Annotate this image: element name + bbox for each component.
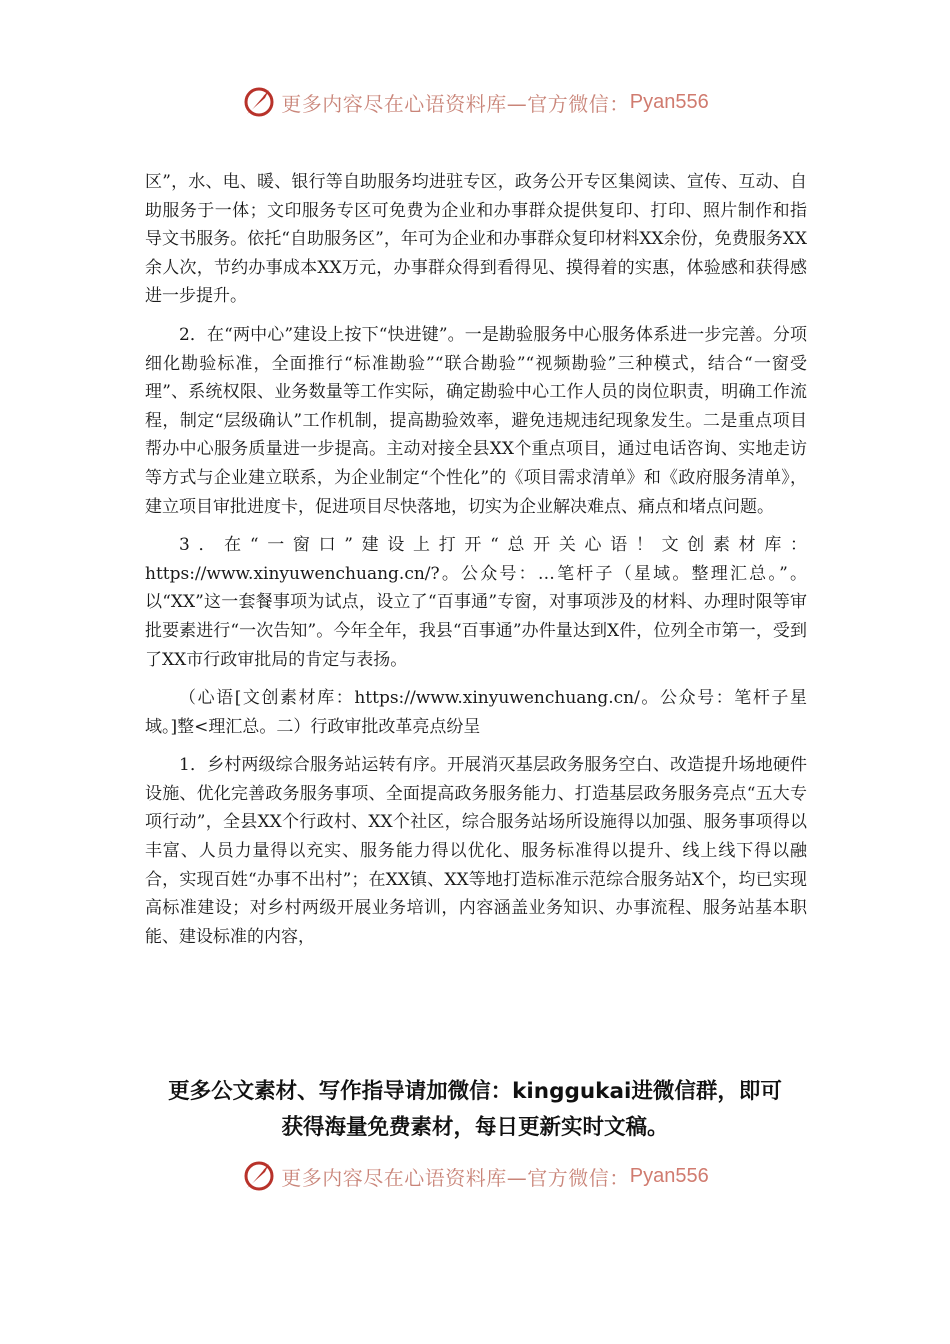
header-banner — [0, 84, 950, 120]
banner-slogan: 更多内容尽在心语资料库—官方微信： — [281, 91, 630, 116]
footer-promo — [0, 1074, 950, 1146]
banner-slogan: 更多内容尽在心语资料库—官方微信： — [281, 1165, 630, 1190]
quill-logo-icon — [241, 1158, 277, 1194]
footer-banner — [0, 1158, 950, 1194]
paragraph-1: 区”，水、电、暖、银行等自助服务均进驻专区，政务公开专区集阅读、宣传、互动、自助服务于一体；文印服务专区可免费为企业和办事群众提供复印、打印、照片制作和指导文书服务。依托“自助服务区”，年可为企业和办事群众复印材料XX余份，免费服务XX余人次，节约办事成本XX万元，办事群众得到看得见、摸得着的实惠，体验感和获得感进一步提升。 — [145, 172, 807, 307]
quill-logo-icon — [241, 84, 277, 120]
banner-wechat-handle: Pyan556 — [629, 90, 709, 113]
paragraph-5: 1．乡村两级综合服务站运转有序。开展消灭基层政务服务空白、改造提升场地硬件设施、优化完善政务服务事项、全面提高政务服务能力、打造基层政务服务亮点“五大专项行动”，全县XX个行政村、XX个社区，综合服务站场所设施得以加强、服务事项得以丰富、人员力量得以充实、服务能力得以优化、服务标准得以提升、线上线下得以融合，实现百姓“办事不出村”；在XX镇、XX等地打造标准示范综合服务站X个，均已实现高标准建设；对乡村两级开展业务培训，内容涵盖业务知识、办事流程、服务站基本职能、建设标准的内容， — [145, 755, 807, 947]
footer-promo-line-1: 更多公文素材、写作指导请加微信：kinggukai进微信群，即可 — [168, 1079, 782, 1104]
paragraph-3: 3．在“一窗口”建设上打开“总开关心语！文创素材库：https://www.xinyuwenchuang.cn/?。公众号：…笔杆子（星域。整理汇总。”。以“XX”这一套餐事项为试点，设立了“百事通”专窗，对事项涉及的材料、办理时限等审批要素进行“一次告知”。今年全年，我县“百事通”办件量达到X件，位列全市第一，受到了XX市行政审批局的肯定与表扬。 — [145, 535, 807, 670]
document-body — [145, 168, 807, 961]
paragraph-2: 2．在“两中心”建设上按下“快进键”。一是勘验服务中心服务体系进一步完善。分项细化勘验标准，全面推行“标准勘验”“联合勘验”“视频勘验”三种模式，结合“一窗受理”、系统权限、业务数量等工作实际，确定勘验中心工作人员的岗位职责，明确工作流程，制定“层级确认”工作机制，提高勘验效率，避免违规违纪现象发生。二是重点项目帮办中心服务质量进一步提高。主动对接全县XX个重点项目，通过电话咨询、实地走访等方式与企业建立联系，为企业制定“个性化”的《项目需求清单》和《政府服务清单》，建立项目审批进度卡，促进项目尽快落地，切实为企业解决难点、痛点和堵点问题。 — [145, 324, 807, 517]
footer-promo-line-2: 获得海量免费素材，每日更新实时文稿。 — [281, 1115, 669, 1140]
banner-wechat-handle: Pyan556 — [629, 1164, 709, 1187]
paragraph-4: （心语[文创素材库：https://www.xinyuwenchuang.cn/。公众号：笔杆子星域。]整<理汇总。二）行政审批改革亮点纷呈 — [145, 688, 807, 737]
